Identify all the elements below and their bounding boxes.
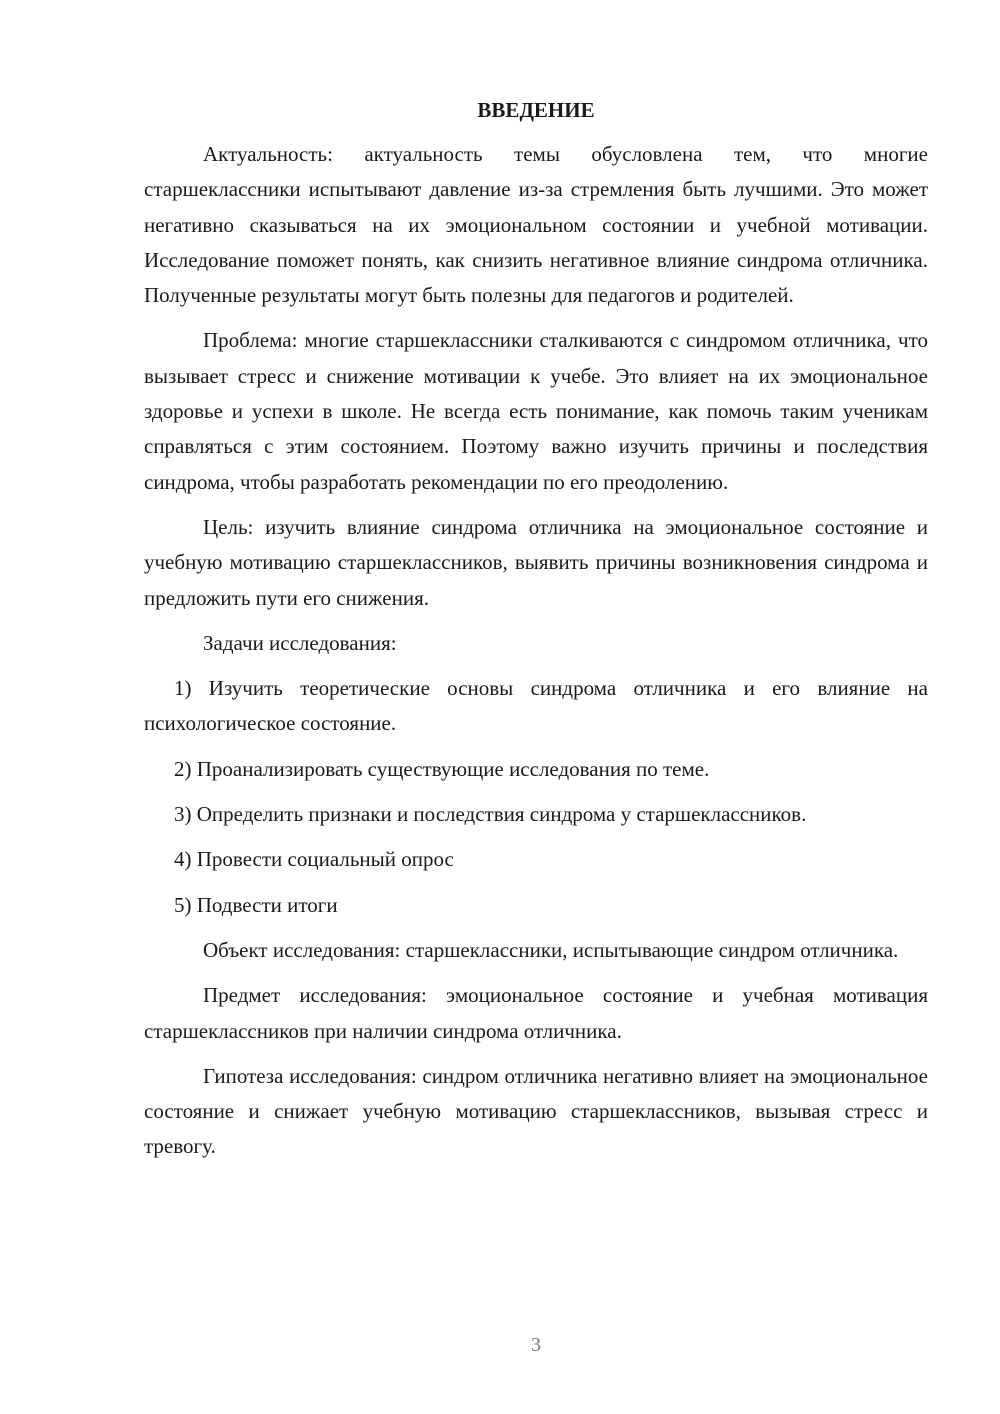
page-number: 3 (531, 1334, 541, 1356)
document-body (144, 92, 928, 1175)
tasks-heading: Задачи исследования: (203, 630, 397, 655)
paragraph-goal: Цель: изучить влияние синдрома отличника на эмоциональное состояние и учебную мотивацию старшеклассников, выявить причины возникновения синдрома и предложить пути его снижения. (144, 514, 928, 610)
hypothesis-text-main: Гипотеза исследования: синдром отличника негативно влияет на эмоциональное состояние и снижает учебную мотивацию (144, 1063, 928, 1124)
section-title: ВВЕДЕНИЕ (477, 98, 595, 122)
task-item-4: 4) Провести социальный опрос (174, 847, 454, 872)
paragraph-hypothesis (144, 1059, 928, 1165)
paragraph-relevance: Актуальность: актуальность темы обусловлена тем, что многие старшеклассники испытывают давление из-за стремления быть лучшими. Это может негативно сказываться на их эмоциональном состоянии и учебной мотивации. Исследование поможет понять, как снизить негативное влияние синдрома отличника. Полученные результаты могут быть полезны для педагогов и родителей. (144, 142, 928, 308)
task-item-1: 1) Изучить теоретические основы синдрома отличника и его влияние на психологическое состояние. (144, 676, 928, 736)
paragraph-subject: Предмет исследования: эмоциональное состояние и учебная мотивация старшеклассников при наличии синдрома отличника. (144, 983, 928, 1043)
task-item-5: 5) Подвести итоги (174, 892, 338, 917)
paragraph-problem: Проблема: многие старшеклассники сталкиваются с синдромом отличника, что вызывает стресс и снижение мотивации к учебе. Это влияет на их эмоциональное здоровье и успехи в школе. Не всегда есть понимание, как помочь таким ученикам справляться с этим состоянием. Поэтому важно изучить причины и последствия синдрома, чтобы разработать рекомендации по его преодолению. (144, 328, 928, 494)
paragraph-object: Объект исследования: старшеклассники, испытывающие синдром отличника. (203, 937, 899, 962)
hypothesis-text-end: старшеклассников, вызывая стресс и тревогу. (144, 1099, 929, 1159)
task-item-3: 3) Определить признаки и последствия синдрома у старшеклассников. (174, 802, 807, 827)
task-item-2: 2) Проанализировать существующие исследования по теме. (174, 756, 710, 781)
